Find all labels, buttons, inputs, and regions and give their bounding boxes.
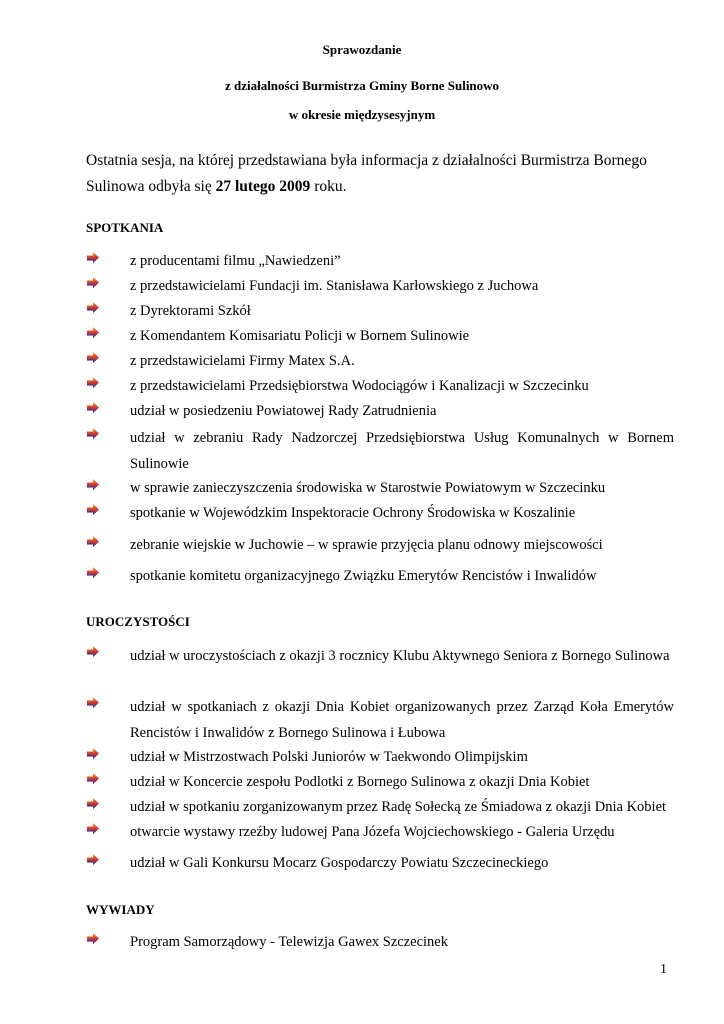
intro-paragraph (86, 148, 676, 200)
arrow-bullet-icon (86, 534, 100, 548)
list-item: z producentami filmu „Nawiedzeni” (86, 249, 674, 273)
arrow-bullet-icon (86, 325, 100, 339)
arrow-bullet-icon (86, 300, 100, 314)
list-item: Program Samorządowy - Telewizja Gawex Szczecinek (86, 930, 674, 954)
report-title: Sprawozdanie (322, 42, 402, 57)
arrow-bullet-icon (86, 771, 100, 785)
arrow-bullet-icon (86, 796, 100, 810)
section-title-ceremonies: UROCZYSTOŚCI (86, 614, 190, 629)
report-period: w okresie międzysesyjnym (288, 107, 436, 122)
arrow-bullet-icon (86, 477, 100, 491)
list-item: udział w Mistrzostwach Polski Juniorów w Taekwondo Olimpijskim (86, 745, 674, 769)
list-item: otwarcie wystawy rzeźby ludowej Pana Józefa Wojciechowskiego - Galeria Urzędu (86, 820, 674, 844)
arrow-bullet-icon (86, 350, 100, 364)
list-item: udział w Gali Konkursu Mocarz Gospodarczy Powiatu Szczecineckiego (86, 851, 674, 875)
list-item: udział w spotkaniach z okazji Dnia Kobiet organizowanych przez Zarząd Koła Emerytów Rencistów i Inwalidów z Bornego Sulinowa i Łubowa (86, 694, 674, 746)
section-title-interviews: WYWIADY (86, 902, 155, 917)
arrow-bullet-icon (86, 502, 100, 516)
page-number: 1 (660, 962, 667, 977)
list-item: udział w uroczystościach z okazji 3 rocznicy Klubu Aktywnego Seniora z Bornego Sulinowa (86, 643, 674, 669)
list-item: udział w spotkaniu zorganizowanym przez Radę Sołecką ze Śmiadowa z okazji Dnia Kobiet (86, 795, 674, 819)
intro-text-before: Ostatnia sesja, na której przedstawiana była informacja z działalności Burmistrza Bornego Sulinowa odbyła się (86, 152, 647, 195)
arrow-bullet-icon (86, 746, 100, 760)
arrow-bullet-icon (86, 400, 100, 414)
arrow-bullet-icon (86, 375, 100, 389)
list-item: udział w zebraniu Rady Nadzorczej Przedsiębiorstwa Usług Komunalnych w Bornem Sulinowie (86, 425, 674, 477)
section-title-meetings: SPOTKANIA (86, 220, 164, 235)
arrow-bullet-icon (86, 250, 100, 264)
list-item: z przedstawicielami Firmy Matex S.A. (86, 349, 674, 373)
list-item: z przedstawicielami Przedsiębiorstwa Wodociągów i Kanalizacji w Szczecinku (86, 374, 674, 398)
arrow-bullet-icon (86, 695, 100, 709)
arrow-bullet-icon (86, 852, 100, 866)
arrow-bullet-icon (86, 275, 100, 289)
report-subtitle: z działalności Burmistrza Gminy Borne Sulinowo (224, 78, 500, 93)
list-item: spotkanie komitetu organizacyjnego Związku Emerytów Rencistów i Inwalidów (86, 564, 674, 588)
list-item: z Dyrektorami Szkół (86, 299, 674, 323)
arrow-bullet-icon (86, 565, 100, 579)
arrow-bullet-icon (86, 426, 100, 440)
list-item: udział w posiedzeniu Powiatowej Rady Zatrudnienia (86, 399, 674, 423)
arrow-bullet-icon (86, 644, 100, 658)
list-item: zebranie wiejskie w Juchowie – w sprawie przyjęcia planu odnowy miejscowości (86, 533, 674, 557)
list-item: udział w Koncercie zespołu Podlotki z Bornego Sulinowa z okazji Dnia Kobiet (86, 770, 674, 794)
intro-text-after: roku. (310, 178, 347, 195)
arrow-bullet-icon (86, 931, 100, 945)
arrow-bullet-icon (86, 821, 100, 835)
intro-session-date: 27 lutego 2009 (215, 178, 311, 195)
list-item: w sprawie zanieczyszczenia środowiska w Starostwie Powiatowym w Szczecinku (86, 476, 674, 500)
list-item: z Komendantem Komisariatu Policji w Bornem Sulinowie (86, 324, 674, 348)
list-item: z przedstawicielami Fundacji im. Stanisława Karłowskiego z Juchowa (86, 274, 674, 298)
list-item: spotkanie w Wojewódzkim Inspektoracie Ochrony Środowiska w Koszalinie (86, 501, 674, 525)
